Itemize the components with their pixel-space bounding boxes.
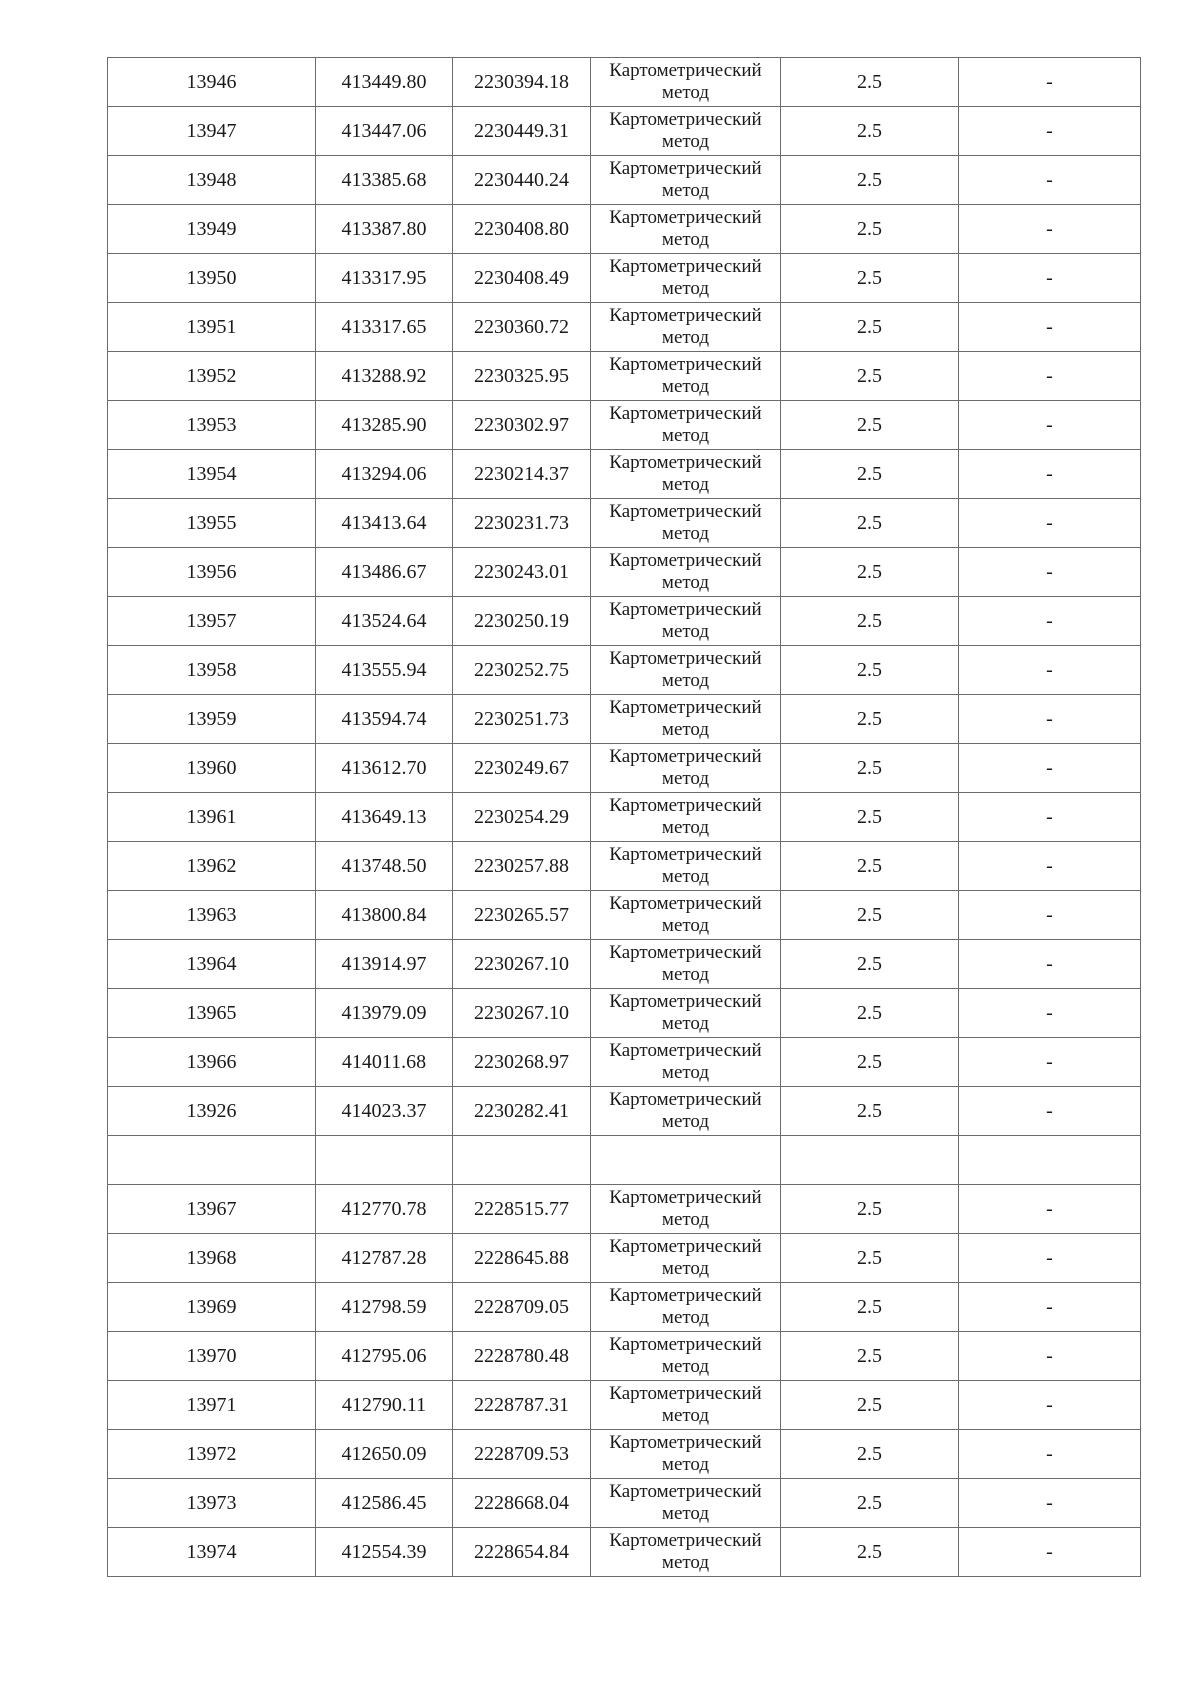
method-line: метод — [661, 768, 710, 789]
method-line: метод — [661, 1258, 710, 1279]
y-coordinate-cell: 2228645.88 — [453, 1234, 591, 1283]
point-number-cell: 13946 — [108, 58, 316, 107]
method-line: Картометрический — [609, 1285, 762, 1306]
empty-cell — [108, 1136, 316, 1185]
accuracy-cell: 2.5 — [781, 303, 959, 352]
table-row — [108, 1381, 1141, 1430]
table-row — [108, 107, 1141, 156]
point-number-cell: 13947 — [108, 107, 316, 156]
method-line: метод — [661, 621, 710, 642]
method-line: Картометрический — [609, 697, 762, 718]
table-row — [108, 548, 1141, 597]
accuracy-cell: 2.5 — [781, 597, 959, 646]
point-number-cell: 13952 — [108, 352, 316, 401]
y-coordinate-cell: 2230249.67 — [453, 744, 591, 793]
method-line: метод — [661, 964, 710, 985]
note-cell: - — [959, 58, 1141, 107]
method-line: метод — [661, 1454, 710, 1475]
method-line: метод — [661, 1013, 710, 1034]
accuracy-cell: 2.5 — [781, 352, 959, 401]
accuracy-cell: 2.5 — [781, 254, 959, 303]
note-cell: - — [959, 303, 1141, 352]
y-coordinate-cell: 2230243.01 — [453, 548, 591, 597]
method-line: Картометрический — [609, 1089, 762, 1110]
method-cell — [591, 548, 781, 597]
accuracy-cell: 2.5 — [781, 793, 959, 842]
method-line: Картометрический — [609, 158, 762, 179]
table-row — [108, 1479, 1141, 1528]
y-coordinate-cell: 2230408.80 — [453, 205, 591, 254]
note-cell: - — [959, 1185, 1141, 1234]
accuracy-cell: 2.5 — [781, 1283, 959, 1332]
empty-cell — [316, 1136, 453, 1185]
method-line: метод — [661, 376, 710, 397]
method-line: метод — [661, 719, 710, 740]
note-cell: - — [959, 940, 1141, 989]
y-coordinate-cell: 2230394.18 — [453, 58, 591, 107]
method-line: Картометрический — [609, 991, 762, 1012]
y-coordinate-cell: 2230231.73 — [453, 499, 591, 548]
method-line: Картометрический — [609, 648, 762, 669]
note-cell: - — [959, 1038, 1141, 1087]
method-line: Картометрический — [609, 305, 762, 326]
method-line: Картометрический — [609, 550, 762, 571]
accuracy-cell: 2.5 — [781, 842, 959, 891]
method-line: Картометрический — [609, 1236, 762, 1257]
method-line: метод — [661, 1111, 710, 1132]
note-cell: - — [959, 597, 1141, 646]
accuracy-cell: 2.5 — [781, 940, 959, 989]
x-coordinate-cell: 412787.28 — [316, 1234, 453, 1283]
point-number-cell: 13967 — [108, 1185, 316, 1234]
method-line: Картометрический — [609, 452, 762, 473]
y-coordinate-cell: 2230265.57 — [453, 891, 591, 940]
table-row — [108, 1185, 1141, 1234]
y-coordinate-cell: 2230267.10 — [453, 989, 591, 1038]
accuracy-cell: 2.5 — [781, 58, 959, 107]
x-coordinate-cell: 413288.92 — [316, 352, 453, 401]
x-coordinate-cell: 412554.39 — [316, 1528, 453, 1577]
y-coordinate-cell: 2230282.41 — [453, 1087, 591, 1136]
method-cell — [591, 352, 781, 401]
y-coordinate-cell: 2228787.31 — [453, 1381, 591, 1430]
method-line: метод — [661, 1405, 710, 1426]
method-cell — [591, 1283, 781, 1332]
method-line: Картометрический — [609, 1383, 762, 1404]
method-line: метод — [661, 278, 710, 299]
method-cell — [591, 1087, 781, 1136]
method-line: Картометрический — [609, 1432, 762, 1453]
accuracy-cell: 2.5 — [781, 646, 959, 695]
method-cell — [591, 646, 781, 695]
note-cell: - — [959, 1430, 1141, 1479]
note-cell: - — [959, 989, 1141, 1038]
x-coordinate-cell: 413387.80 — [316, 205, 453, 254]
point-number-cell: 13974 — [108, 1528, 316, 1577]
method-line: метод — [661, 1307, 710, 1328]
method-line: Картометрический — [609, 1187, 762, 1208]
table-row — [108, 401, 1141, 450]
y-coordinate-cell: 2230252.75 — [453, 646, 591, 695]
accuracy-cell: 2.5 — [781, 205, 959, 254]
x-coordinate-cell: 413979.09 — [316, 989, 453, 1038]
x-coordinate-cell: 413649.13 — [316, 793, 453, 842]
table-row — [108, 303, 1141, 352]
y-coordinate-cell: 2228709.53 — [453, 1430, 591, 1479]
method-line: Картометрический — [609, 403, 762, 424]
method-line: метод — [661, 82, 710, 103]
x-coordinate-cell: 413449.80 — [316, 58, 453, 107]
table-row — [108, 499, 1141, 548]
method-cell — [591, 1381, 781, 1430]
accuracy-cell: 2.5 — [781, 989, 959, 1038]
method-line: Картометрический — [609, 893, 762, 914]
table-row — [108, 156, 1141, 205]
note-cell: - — [959, 891, 1141, 940]
note-cell: - — [959, 107, 1141, 156]
method-line: Картометрический — [609, 256, 762, 277]
note-cell: - — [959, 646, 1141, 695]
accuracy-cell: 2.5 — [781, 107, 959, 156]
accuracy-cell: 2.5 — [781, 499, 959, 548]
point-number-cell: 13948 — [108, 156, 316, 205]
method-line: Картометрический — [609, 1334, 762, 1355]
method-line: Картометрический — [609, 844, 762, 865]
point-number-cell: 13972 — [108, 1430, 316, 1479]
accuracy-cell: 2.5 — [781, 1038, 959, 1087]
point-number-cell: 13958 — [108, 646, 316, 695]
method-cell — [591, 1528, 781, 1577]
x-coordinate-cell: 413524.64 — [316, 597, 453, 646]
method-cell — [591, 499, 781, 548]
x-coordinate-cell: 412798.59 — [316, 1283, 453, 1332]
table-row — [108, 1430, 1141, 1479]
accuracy-cell: 2.5 — [781, 450, 959, 499]
x-coordinate-cell: 413914.97 — [316, 940, 453, 989]
y-coordinate-cell: 2228515.77 — [453, 1185, 591, 1234]
table-row — [108, 1332, 1141, 1381]
method-line: метод — [661, 817, 710, 838]
note-cell: - — [959, 1087, 1141, 1136]
table-row — [108, 205, 1141, 254]
note-cell: - — [959, 1234, 1141, 1283]
table-row — [108, 450, 1141, 499]
note-cell: - — [959, 695, 1141, 744]
accuracy-cell: 2.5 — [781, 1381, 959, 1430]
accuracy-cell: 2.5 — [781, 156, 959, 205]
method-line: метод — [661, 1552, 710, 1573]
point-number-cell: 13953 — [108, 401, 316, 450]
method-line: Картометрический — [609, 109, 762, 130]
table-row — [108, 254, 1141, 303]
method-cell — [591, 842, 781, 891]
method-line: Картометрический — [609, 746, 762, 767]
accuracy-cell: 2.5 — [781, 695, 959, 744]
method-line: Картометрический — [609, 942, 762, 963]
point-number-cell: 13961 — [108, 793, 316, 842]
method-line: метод — [661, 474, 710, 495]
table-row — [108, 989, 1141, 1038]
point-number-cell: 13969 — [108, 1283, 316, 1332]
table-row — [108, 793, 1141, 842]
accuracy-cell: 2.5 — [781, 401, 959, 450]
method-cell — [591, 254, 781, 303]
point-number-cell: 13973 — [108, 1479, 316, 1528]
method-cell — [591, 1332, 781, 1381]
method-cell — [591, 401, 781, 450]
y-coordinate-cell: 2230250.19 — [453, 597, 591, 646]
table-row — [108, 1234, 1141, 1283]
method-line: Картометрический — [609, 207, 762, 228]
point-number-cell: 13951 — [108, 303, 316, 352]
y-coordinate-cell: 2230408.49 — [453, 254, 591, 303]
method-line: метод — [661, 572, 710, 593]
x-coordinate-cell: 413594.74 — [316, 695, 453, 744]
method-line: метод — [661, 180, 710, 201]
note-cell: - — [959, 205, 1141, 254]
x-coordinate-cell: 413447.06 — [316, 107, 453, 156]
method-cell — [591, 58, 781, 107]
note-cell: - — [959, 1381, 1141, 1430]
point-number-cell: 13970 — [108, 1332, 316, 1381]
x-coordinate-cell: 413555.94 — [316, 646, 453, 695]
method-line: Картометрический — [609, 1040, 762, 1061]
method-line: Картометрический — [609, 795, 762, 816]
method-cell — [591, 891, 781, 940]
y-coordinate-cell: 2230257.88 — [453, 842, 591, 891]
x-coordinate-cell: 412790.11 — [316, 1381, 453, 1430]
method-line: метод — [661, 229, 710, 250]
method-cell — [591, 156, 781, 205]
empty-cell — [781, 1136, 959, 1185]
method-line: метод — [661, 1209, 710, 1230]
method-line: метод — [661, 866, 710, 887]
x-coordinate-cell: 413317.65 — [316, 303, 453, 352]
y-coordinate-cell: 2230268.97 — [453, 1038, 591, 1087]
method-cell — [591, 303, 781, 352]
y-coordinate-cell: 2228780.48 — [453, 1332, 591, 1381]
table-row — [108, 695, 1141, 744]
method-line: Картометрический — [609, 1481, 762, 1502]
x-coordinate-cell: 413317.95 — [316, 254, 453, 303]
point-number-cell: 13954 — [108, 450, 316, 499]
x-coordinate-cell: 413285.90 — [316, 401, 453, 450]
x-coordinate-cell: 414011.68 — [316, 1038, 453, 1087]
method-line: метод — [661, 1356, 710, 1377]
point-number-cell: 13950 — [108, 254, 316, 303]
x-coordinate-cell: 412770.78 — [316, 1185, 453, 1234]
x-coordinate-cell: 414023.37 — [316, 1087, 453, 1136]
accuracy-cell: 2.5 — [781, 1430, 959, 1479]
method-cell — [591, 597, 781, 646]
note-cell: - — [959, 401, 1141, 450]
point-number-cell: 13968 — [108, 1234, 316, 1283]
point-number-cell: 13949 — [108, 205, 316, 254]
x-coordinate-cell: 413748.50 — [316, 842, 453, 891]
method-line: Картометрический — [609, 599, 762, 620]
coordinates-table — [107, 57, 1141, 1577]
accuracy-cell: 2.5 — [781, 1332, 959, 1381]
method-cell — [591, 1038, 781, 1087]
table-row — [108, 597, 1141, 646]
y-coordinate-cell: 2230449.31 — [453, 107, 591, 156]
table-row — [108, 1283, 1141, 1332]
note-cell: - — [959, 548, 1141, 597]
point-number-cell: 13962 — [108, 842, 316, 891]
method-cell — [591, 450, 781, 499]
y-coordinate-cell: 2230251.73 — [453, 695, 591, 744]
empty-cell — [591, 1136, 781, 1185]
x-coordinate-cell: 412586.45 — [316, 1479, 453, 1528]
point-number-cell: 13964 — [108, 940, 316, 989]
table-row — [108, 891, 1141, 940]
y-coordinate-cell: 2228654.84 — [453, 1528, 591, 1577]
y-coordinate-cell: 2230254.29 — [453, 793, 591, 842]
y-coordinate-cell: 2230440.24 — [453, 156, 591, 205]
x-coordinate-cell: 413294.06 — [316, 450, 453, 499]
note-cell: - — [959, 1332, 1141, 1381]
y-coordinate-cell: 2230214.37 — [453, 450, 591, 499]
accuracy-cell: 2.5 — [781, 891, 959, 940]
note-cell: - — [959, 1479, 1141, 1528]
table-row-blank — [108, 1136, 1141, 1185]
y-coordinate-cell: 2230302.97 — [453, 401, 591, 450]
accuracy-cell: 2.5 — [781, 1528, 959, 1577]
x-coordinate-cell: 413486.67 — [316, 548, 453, 597]
note-cell: - — [959, 744, 1141, 793]
accuracy-cell: 2.5 — [781, 744, 959, 793]
method-cell — [591, 793, 781, 842]
accuracy-cell: 2.5 — [781, 548, 959, 597]
method-line: метод — [661, 523, 710, 544]
note-cell: - — [959, 499, 1141, 548]
x-coordinate-cell: 413413.64 — [316, 499, 453, 548]
point-number-cell: 13956 — [108, 548, 316, 597]
method-cell — [591, 205, 781, 254]
table-row — [108, 940, 1141, 989]
x-coordinate-cell: 413800.84 — [316, 891, 453, 940]
x-coordinate-cell: 412795.06 — [316, 1332, 453, 1381]
method-cell — [591, 107, 781, 156]
accuracy-cell: 2.5 — [781, 1185, 959, 1234]
method-line: метод — [661, 425, 710, 446]
method-cell — [591, 1430, 781, 1479]
note-cell: - — [959, 842, 1141, 891]
y-coordinate-cell: 2230325.95 — [453, 352, 591, 401]
point-number-cell: 13955 — [108, 499, 316, 548]
note-cell: - — [959, 1528, 1141, 1577]
note-cell: - — [959, 450, 1141, 499]
method-cell — [591, 744, 781, 793]
accuracy-cell: 2.5 — [781, 1234, 959, 1283]
accuracy-cell: 2.5 — [781, 1479, 959, 1528]
point-number-cell: 13971 — [108, 1381, 316, 1430]
table-row — [108, 1038, 1141, 1087]
method-cell — [591, 1234, 781, 1283]
y-coordinate-cell: 2228709.05 — [453, 1283, 591, 1332]
method-line: Картометрический — [609, 354, 762, 375]
method-line: метод — [661, 131, 710, 152]
x-coordinate-cell: 413385.68 — [316, 156, 453, 205]
table-row — [108, 1087, 1141, 1136]
note-cell: - — [959, 1283, 1141, 1332]
method-line: метод — [661, 1503, 710, 1524]
note-cell: - — [959, 352, 1141, 401]
table-row — [108, 352, 1141, 401]
point-number-cell: 13926 — [108, 1087, 316, 1136]
method-line: Картометрический — [609, 501, 762, 522]
table-row — [108, 646, 1141, 695]
method-line: Картометрический — [609, 1530, 762, 1551]
empty-cell — [453, 1136, 591, 1185]
point-number-cell: 13959 — [108, 695, 316, 744]
note-cell: - — [959, 156, 1141, 205]
point-number-cell: 13965 — [108, 989, 316, 1038]
point-number-cell: 13960 — [108, 744, 316, 793]
note-cell: - — [959, 254, 1141, 303]
table-row — [108, 58, 1141, 107]
method-line: Картометрический — [609, 60, 762, 81]
y-coordinate-cell: 2230267.10 — [453, 940, 591, 989]
empty-cell — [959, 1136, 1141, 1185]
note-cell: - — [959, 793, 1141, 842]
method-cell — [591, 1479, 781, 1528]
method-line: метод — [661, 915, 710, 936]
y-coordinate-cell: 2228668.04 — [453, 1479, 591, 1528]
point-number-cell: 13963 — [108, 891, 316, 940]
method-line: метод — [661, 670, 710, 691]
method-cell — [591, 695, 781, 744]
y-coordinate-cell: 2230360.72 — [453, 303, 591, 352]
point-number-cell: 13966 — [108, 1038, 316, 1087]
x-coordinate-cell: 412650.09 — [316, 1430, 453, 1479]
table-row — [108, 842, 1141, 891]
method-cell — [591, 940, 781, 989]
method-line: метод — [661, 1062, 710, 1083]
coordinates-table-body — [108, 58, 1141, 1577]
method-cell — [591, 989, 781, 1038]
method-cell — [591, 1185, 781, 1234]
table-row — [108, 744, 1141, 793]
x-coordinate-cell: 413612.70 — [316, 744, 453, 793]
point-number-cell: 13957 — [108, 597, 316, 646]
table-row — [108, 1528, 1141, 1577]
method-line: метод — [661, 327, 710, 348]
accuracy-cell: 2.5 — [781, 1087, 959, 1136]
